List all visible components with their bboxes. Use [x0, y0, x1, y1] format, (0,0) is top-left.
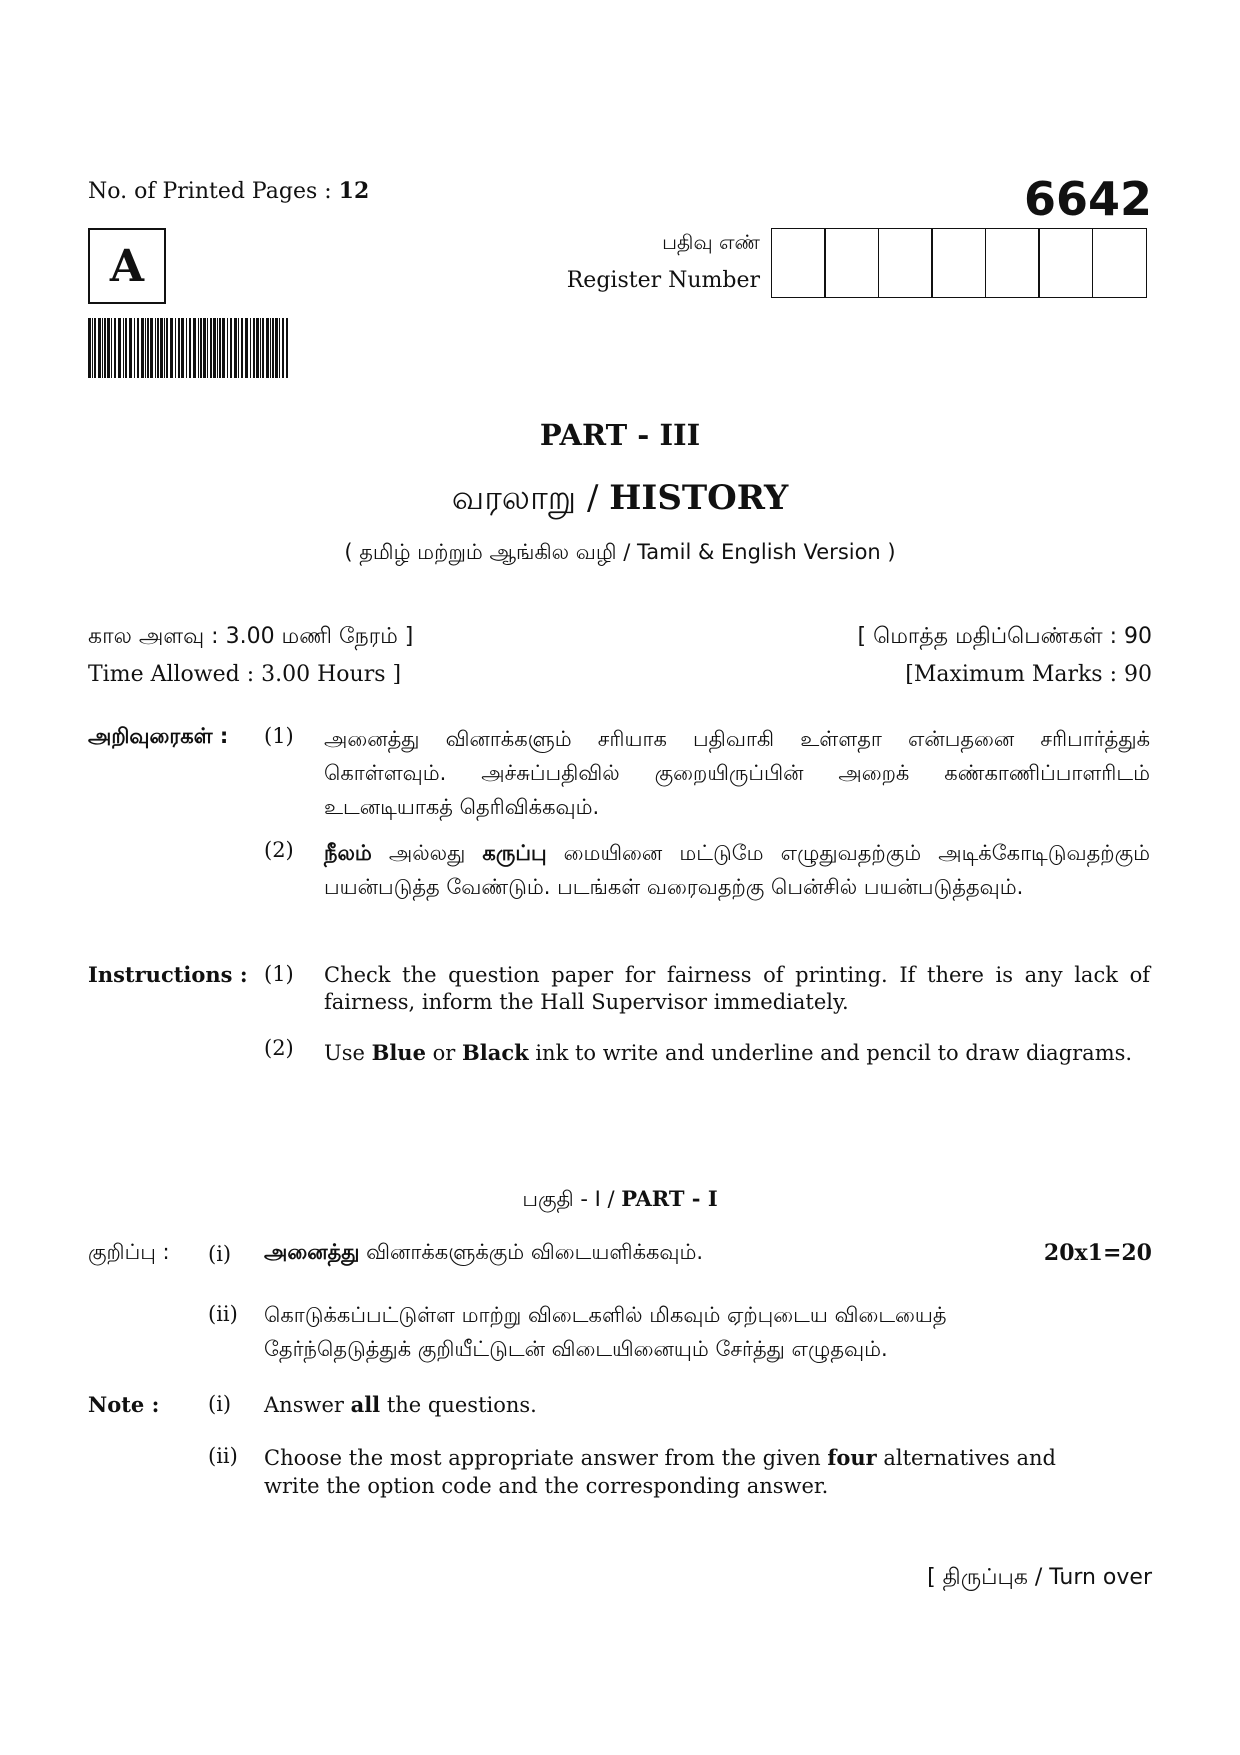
- barcode-bar: [147, 318, 149, 378]
- note-text-ta: [264, 1240, 703, 1267]
- note-number: (i): [208, 1392, 232, 1416]
- note-fragment: வினாக்களுக்கும் விடையளிக்கவும்.: [359, 1240, 704, 1264]
- note-text-en: [264, 1444, 1094, 1500]
- barcode-bar: [250, 318, 251, 378]
- instructions-label-ta: அறிவுரைகள் :: [88, 724, 229, 748]
- barcode-bar: [104, 318, 106, 378]
- printed-pages-label: No. of Printed Pages :: [88, 179, 339, 204]
- note-fragment: Choose the most appropriate answer from the given: [264, 1446, 828, 1470]
- barcode-bar: [98, 318, 101, 378]
- barcode-bar: [193, 318, 196, 378]
- ink-blue-ta: நீலம்: [324, 841, 372, 865]
- turn-over: [ திருப்புக / Turn over: [927, 1565, 1152, 1590]
- barcode-bar: [137, 318, 139, 378]
- note-text-ta: கொடுக்கப்பட்டுள்ள மாற்று விடைகளில் மிகவும் ஏற்புடைய விடையைத் தேர்ந்தெடுத்துக் குறியீட்டுடன் விடையினையும் சேர்த்து எழுதவும்.: [264, 1303, 947, 1361]
- barcode-bar: [217, 318, 218, 378]
- barcode-bar: [141, 318, 144, 378]
- barcode-bar: [238, 318, 239, 378]
- barcode-bar: [178, 318, 180, 378]
- subject-sep: /: [576, 478, 610, 518]
- instruction-text-en: Check the question paper for fairness of printing. If there is any lack of fairness, inform the Hall Supervisor immediately.: [324, 963, 1150, 1014]
- register-digit-box[interactable]: [931, 228, 986, 298]
- instruction-fragment: மையினை மட்டுமே எழுதுவதற்கும் அடிக்கோடிடுவதற்கும் பயன்படுத்த வேண்டும். படங்கள் வரைவதற்கு பென்சில் பயன்படுத்தவும்.: [324, 841, 1151, 899]
- instruction-text-ta: அனைத்து வினாக்களும் சரியாக பதிவாகி உள்ளதா என்பதனை சரிபார்த்துக் கொள்ளவும். அச்சுப்பதிவில் குறையிருப்பின் அறைக் கண்காணிப்பாளரிடம் உடனடியாகத் தெரிவிக்கவும்.: [324, 727, 1150, 819]
- section-title-en: PART - I: [621, 1186, 718, 1211]
- instruction-number: (2): [264, 838, 294, 862]
- note-label-en: Note :: [88, 1392, 160, 1417]
- instruction-number: (1): [264, 962, 294, 986]
- note-bold-ta: அனைத்து: [264, 1240, 360, 1264]
- barcode-bar: [230, 318, 232, 378]
- barcode-bar: [282, 318, 284, 378]
- barcode-bar: [270, 318, 271, 378]
- barcode-bar: [207, 318, 208, 378]
- barcode-bar: [200, 318, 202, 378]
- barcode-bar: [114, 318, 116, 378]
- subject-title: [0, 478, 1240, 522]
- note-number: (i): [208, 1242, 232, 1266]
- barcode-bar: [134, 318, 135, 378]
- barcode-bar: [189, 318, 191, 378]
- barcode-bar: [203, 318, 206, 378]
- register-digit-box[interactable]: [824, 228, 879, 298]
- barcode-bar: [186, 318, 187, 378]
- ink-black-en: Black: [461, 1040, 529, 1065]
- barcode-bar: [157, 318, 159, 378]
- ink-blue-en: Blue: [371, 1040, 426, 1065]
- barcode-bar: [262, 318, 264, 378]
- register-number-boxes[interactable]: [772, 228, 1147, 298]
- instruction-number: (2): [264, 1036, 294, 1060]
- note-label-ta: குறிப்பு :: [88, 1240, 170, 1264]
- barcode-bar: [125, 318, 127, 378]
- register-digit-box[interactable]: [771, 228, 826, 298]
- register-digit-box[interactable]: [878, 228, 933, 298]
- barcode-bar: [107, 318, 110, 378]
- barcode-bar: [260, 318, 261, 378]
- barcode-bar: [210, 318, 212, 378]
- instruction-fragment: Use: [324, 1041, 372, 1065]
- barcode-bar: [145, 318, 146, 378]
- barcode-bar: [118, 318, 121, 378]
- note-fragment: Answer: [264, 1393, 351, 1417]
- barcode-bar: [155, 318, 156, 378]
- instruction-fragment: அல்லது: [371, 841, 483, 865]
- barcode-bar: [160, 318, 163, 378]
- note-fragment: the questions.: [380, 1393, 537, 1417]
- barcode-image: [88, 318, 288, 378]
- instruction-text-ta: [324, 836, 1150, 904]
- barcode-bar: [181, 318, 184, 378]
- barcode-bar: [129, 318, 132, 378]
- instructions-label-en: Instructions :: [88, 962, 248, 987]
- barcode-bar: [198, 318, 199, 378]
- note-text-en: [264, 1392, 537, 1417]
- section-title-ta: பகுதி - I /: [522, 1187, 622, 1211]
- section-title: [0, 1186, 1240, 1214]
- register-digit-box[interactable]: [1092, 228, 1147, 298]
- time-allowed-en: Time Allowed : 3.00 Hours ]: [88, 662, 402, 687]
- note-bold-en: all: [350, 1392, 381, 1417]
- barcode-bar: [275, 318, 278, 378]
- barcode-bar: [150, 318, 153, 378]
- note-bold-en: four: [827, 1445, 877, 1470]
- register-digit-box[interactable]: [1038, 228, 1093, 298]
- barcode-bar: [94, 318, 96, 378]
- barcode-bar: [266, 318, 269, 378]
- note-number: (ii): [208, 1444, 238, 1468]
- barcode-bar: [166, 318, 168, 378]
- barcode-bar: [222, 318, 225, 378]
- paper-code: 6642: [1023, 172, 1152, 226]
- time-allowed-ta: கால அளவு : 3.00 மணி நேரம் ]: [88, 624, 414, 649]
- subject-en: HISTORY: [609, 478, 789, 518]
- barcode-bar: [88, 318, 91, 378]
- register-label-en: Register Number: [566, 268, 760, 293]
- barcode-bar: [241, 318, 243, 378]
- instruction-number: (1): [264, 724, 294, 748]
- barcode-bar: [111, 318, 112, 378]
- barcode-bar: [175, 318, 176, 378]
- barcode-bar: [234, 318, 237, 378]
- marks-scheme: 20x1=20: [1043, 1240, 1152, 1266]
- barcode-bar: [164, 318, 165, 378]
- barcode-bar: [123, 318, 124, 378]
- instruction-fragment: ink to write and underline and pencil to draw diagrams.: [528, 1041, 1133, 1065]
- register-label-ta: பதிவு எண்: [662, 230, 760, 254]
- series-box: A: [88, 228, 166, 304]
- barcode-bar: [279, 318, 280, 378]
- max-marks-ta: [ மொத்த மதிப்பெண்கள் : 90: [857, 624, 1152, 649]
- ink-black-ta: கருப்பு: [482, 841, 547, 865]
- register-digit-box[interactable]: [985, 228, 1040, 298]
- version-line: ( தமிழ் மற்றும் ஆங்கில வழி / Tamil & English Version ): [344, 540, 896, 564]
- instruction-text-en: [324, 1036, 1150, 1070]
- instruction-fragment: or: [425, 1041, 462, 1065]
- printed-pages: [88, 178, 369, 204]
- printed-pages-value: 12: [338, 178, 370, 204]
- barcode-bar: [286, 318, 288, 378]
- barcode-bar: [272, 318, 274, 378]
- barcode-bar: [245, 318, 248, 378]
- max-marks-en: [Maximum Marks : 90: [905, 662, 1152, 687]
- barcode-bar: [227, 318, 228, 378]
- barcode-bar: [170, 318, 173, 378]
- barcode-bar: [219, 318, 221, 378]
- subject-ta: வரலாறு: [451, 478, 577, 518]
- note-fragment: alternatives and write the option code and the corresponding answer.: [264, 1446, 1056, 1498]
- barcode-bar: [253, 318, 255, 378]
- barcode-bar: [256, 318, 259, 378]
- part-title: PART - III: [539, 418, 701, 452]
- barcode-bar: [92, 318, 93, 378]
- note-number: (ii): [208, 1302, 238, 1326]
- barcode-bar: [213, 318, 216, 378]
- barcode-bar: [102, 318, 103, 378]
